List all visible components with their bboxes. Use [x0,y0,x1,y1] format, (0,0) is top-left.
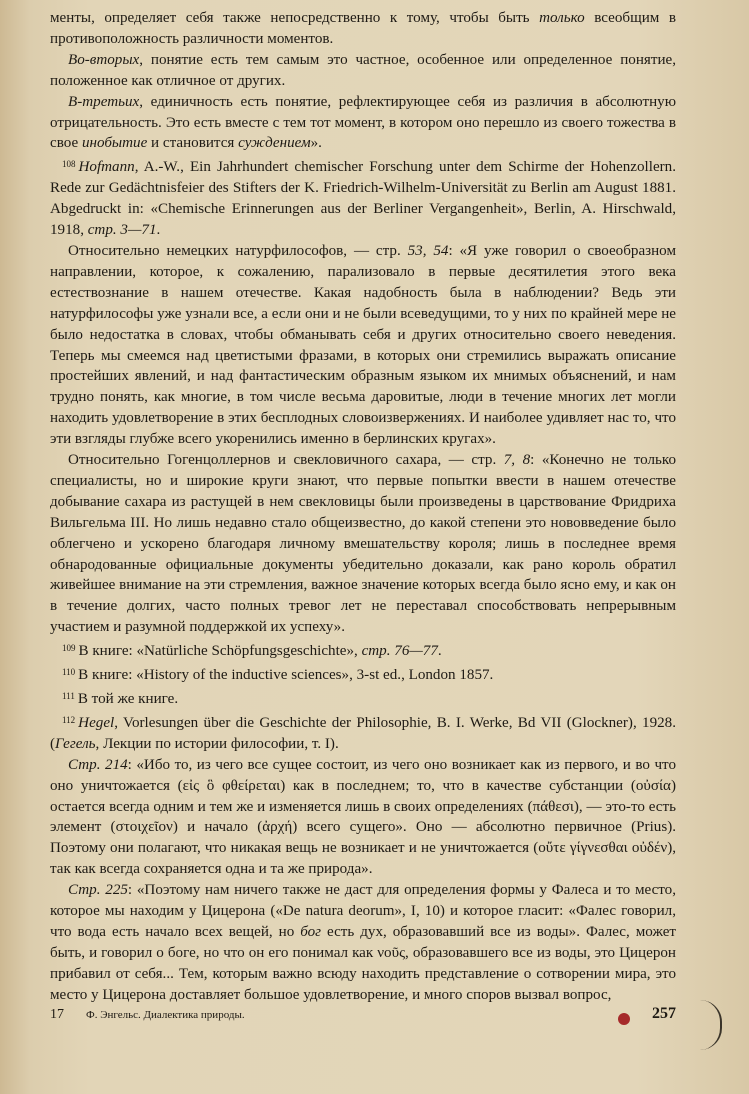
emphasis-secondly: Во-вторых [68,51,140,68]
footnote-112: $^{112}$ Hegel, Vorlesungen über die Geschichte der Philosophie, B. I. Werke, Bd VII (Glockner), 1928. (Гегель, Лекции по истории философии, т. I). [50,714,676,752]
paragraph-thirdly: В-третьих, единичность есть понятие, рефлектирующее себя из различия в абсолютную отрицательность. Это есть вместе с тем тот момент, в котором оно перешло из своего тожества в свое инобытие и становится суждением». [50,93,676,152]
running-footer: Ф. Энгельс. Диалектика природы. [86,1009,245,1021]
author-hegel-ru: Гегель [55,735,96,752]
footnote-number: 111 [62,691,75,701]
paragraph-page-225: Стр. 225: «Поэтому нам ничего также не даст для определения формы у Фалеса и то место, которое мы находим у Цицерона («De natura deorum», I, 10) и которое гласит: «Фалес говорил, что вода есть начало всех вещей, но бог есть дух, образовавший все из воды». Фалес, может быть, и говорил о боге, но что он его понимал как νοῦς, образовавшего все из воды, это Цицерон прибавил от себя... Тем, которым важно всюду находить представление о сотворении мира, это место у Цицерона доставляет большое удовлетворение, и много споров вызвал вопрос, [50,882,676,1003]
emphasis-otherness: инобытие [81,135,148,152]
footnote-108: $^{108}$ Hofmann, A.-W., Ein Jahrhundert chemischer Forschung unter dem Schirme der Hohenzollern. Rede zur Gedächtnisfeier des Stifters der K. Friedrich-Wilhelm-Universität zu Berlin am August 1881. Abgedruckt in: «Chemische Erinnerungen aus der Berliner Vergangenheit», Berlin, A. Hirschwald, 1918, стр. 3—71. [50,159,676,239]
emphasis-only: только [539,10,585,26]
footnote-109: $^{109}$ В книге: «Natürliche Schöpfungsgeschichte», стр. 76—77. [62,643,442,660]
footnote-number: 109 [62,643,76,654]
page-number: 257 [652,1005,676,1022]
footnote-number: 108 [62,159,76,170]
page-footer [50,1003,676,1027]
paragraph-moments: менты, определяет себя также непосредственно к тому, чтобы быть только всеобщим в противоположность различности моментов. [50,10,676,47]
page-ref-225: Стр. 225 [68,882,128,899]
emphasis-judgment: суждением [238,135,311,152]
emphasis-thirdly: В-третьих [68,93,140,110]
paragraph-sugar: Относительно Гогенцоллернов и свекловичного сахара, — стр. 7, 8: «Конечно не только специалисты, но и широкие круги знают, что первые попытки ввести в нашем отечестве добывание сахара из растущей в нем свекловицы были произведены в царствование Фридриха Вильгельма III. Но лишь недавно стало общеизвестно, до какой степени это нововведение было облегчено и ускорено благодаря личному вмешательству короля; лишь в последнее время обнародованные официальные документы убедительно доказали, как рано король обратил живейшее внимание на эти стремления, важное значение которых всегда было ясно ему, и как он в течение долгих, часто полных тревог лет не переставал способствовать непрерывным участием и разумной поддержкой их успеху». [50,452,677,636]
paragraph-page-214: Стр. 214: «Ибо то, из чего все сущее состоит, из чего оно возникает как из первого, и во что оно уничтожается (εἰς ὃ φθείρεται) как в последнем; то, что в качестве субстанции (οὐσία) остается всегда одним и тем же и изменяется лишь в своих определениях (πάθεσι), — это-то есть элемент (στοιχεῖον) и начало (ἀρχή) всего сущего». Оно — абсолютно первичное (Prius). Поэтому они полагают, что никакая вещь не возникает и не уничтожается (οὔτε γίγνεσθαι οὐδέν), так как всегда сохраняется одна и та же природа». [50,756,677,878]
footnote-number: 112 [62,714,76,725]
red-dot-mark [618,1013,630,1025]
margin-bracket-mark [700,1000,722,1050]
signature-mark: 17 [50,1007,64,1022]
emphasis-god: бог [300,923,322,940]
footnote-110: $^{110}$ В книге: «History of the inductive sciences», 3-st ed., London 1857. [62,667,494,684]
page-text [50,8,676,1006]
paragraph-secondly: Во-вторых, понятие есть тем самым это частное, особенное или определенное понятие, положенное как отличное от других. [50,51,676,89]
paragraph-naturphilosophen: Относительно немецких натурфилософов, — стр. 53, 54: «Я уже говорил о своеобразном направлении, которое, к сожалению, парализовало в первые десятилетия этого века естествознание в нашем отечестве. Какая надобность была в наблюдении? Ведь эти натурфилософы уже узнали все, а если они и не были всеведущими, то у них по крайней мере не было недостатка в словах, чтобы обманывать себя и других относительно своего неведения. Теперь мы смеемся над цветистыми фразами, в которых они стремились выражать описание простейших явлений, и над фантастическим образным языком их мнимых объяснений, и нам трудно понять, как многие, в том числе весьма даровитые, люди в течение многих лет могли находить удовлетворение в этих бесплодных словоизвержениях. И наиболее удивляет нас то, что эти взгляды глубже всего укоренились именно в берлинских кругах». [50,242,676,448]
footnote-111: $^{111}$ В той же книге. [62,691,179,707]
page-ref-214: Стр. 214 [68,756,128,773]
author-hofmann: Hofmann [78,159,135,176]
footnote-number: 110 [62,667,76,678]
author-hegel: Hegel [78,714,115,731]
